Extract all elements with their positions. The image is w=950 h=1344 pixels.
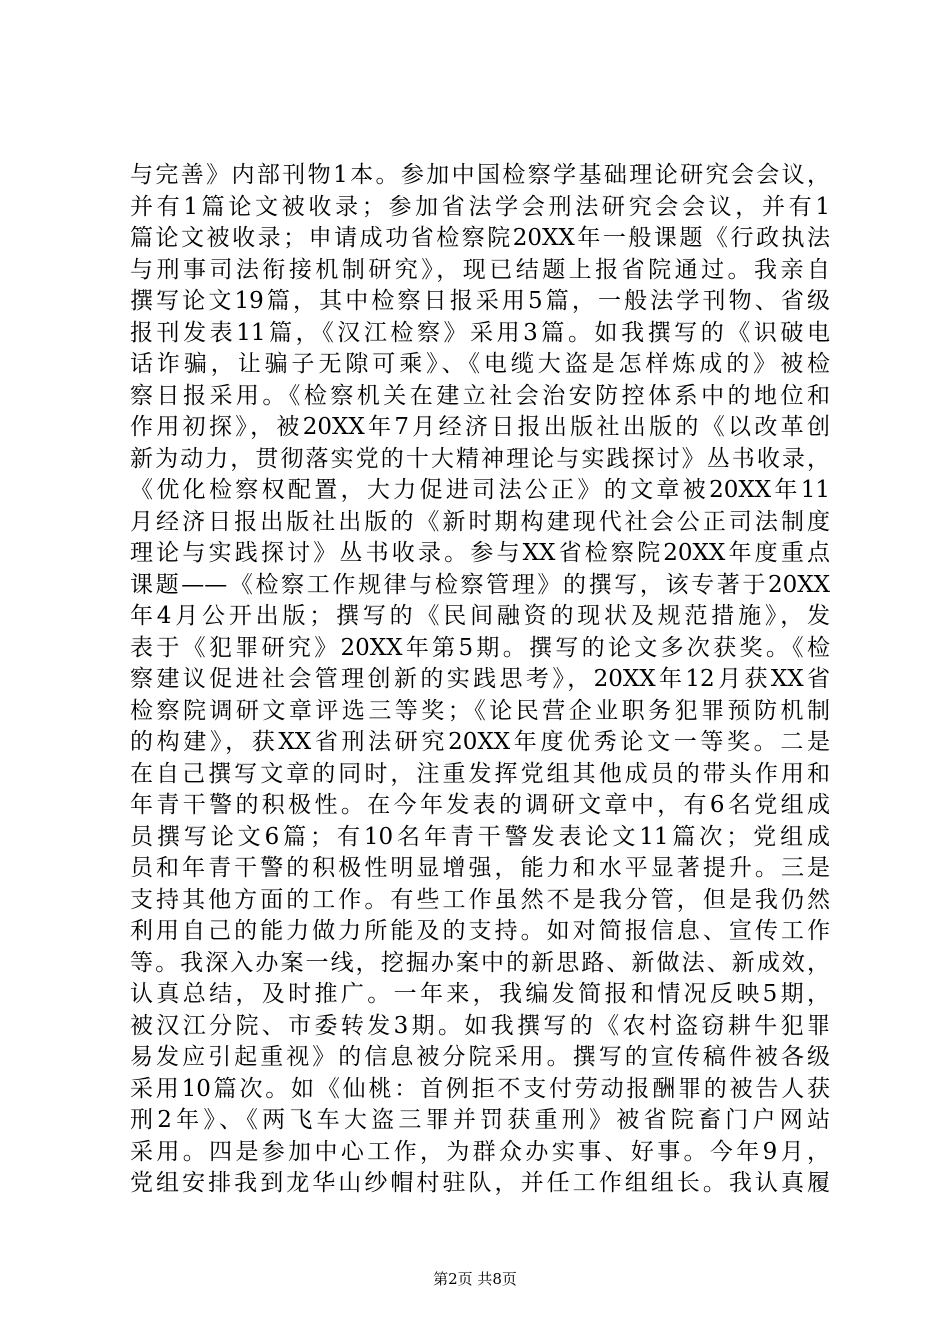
text-line: 察日报采用。《检察机关在建立社会治安防控体系中的地位和 <box>130 382 830 409</box>
text-line: 话诈骗，让骗子无隙可乘》、《电缆大盗是怎样炼成的》被检 <box>130 351 830 377</box>
text-line: 检察院调研文章评选三等奖；《论民营企业职务犯罪预防机制 <box>130 697 830 724</box>
text-line: 认真总结，及时推广。一年来，我编发简报和情况反映5期， <box>130 981 830 1007</box>
text-line: 等。我深入办案一线，挖掘办案中的新思路、新做法、新成效， <box>130 949 830 976</box>
text-line: 表于《犯罪研究》20XX年第5期。撰写的论文多次获奖。《检 <box>130 634 830 661</box>
text-line: 察建议促进社会管理创新的实践思考》，20XX年12月获XX省 <box>130 666 830 692</box>
text-line: 《优化检察权配置，大力促进司法公正》的文章被20XX年11 <box>130 477 830 503</box>
text-line: 刑2年》、《两飞车大盗三罪并罚获重刑》被省院畜门户网站 <box>130 1107 830 1133</box>
text-line: 作用初探》，被20XX年7月经济日报出版社出版的《以改革创 <box>130 414 830 440</box>
text-line: 并有1篇论文被收录；参加省法学会刑法研究会会议，并有1 <box>130 193 830 220</box>
text-line: 年4月公开出版；撰写的《民间融资的现状及规范措施》，发 <box>130 603 830 629</box>
text-line: 篇论文被收录；申请成功省检察院20XX年一般课题《行政执法 <box>130 225 830 251</box>
text-line: 新为动力，贯彻落实党的十大精神理论与实践探讨》丛书收录， <box>130 445 830 472</box>
text-line: 在自己撰写文章的同时，注重发挥党组其他成员的带头作用和 <box>130 760 830 787</box>
text-line: 利用自己的能力做力所能及的支持。如对简报信息、宣传工作 <box>130 918 830 944</box>
text-line: 党组安排我到龙华山纱帽村驻队，并任工作组组长。我认真履 <box>130 1170 830 1196</box>
text-line: 员撰写论文6篇；有10名年青干警发表论文11篇次；党组成 <box>130 823 830 850</box>
body-paragraph <box>130 160 830 1200</box>
text-line: 理论与实践探讨》丛书收录。参与XX省检察院20XX年度重点 <box>130 540 830 566</box>
text-line: 员和年青干警的积极性明显增强，能力和水平显著提升。三是 <box>130 855 830 881</box>
text-line: 报刊发表11篇，《汉江检察》采用3篇。如我撰写的《识破电 <box>130 319 830 346</box>
text-line: 采用。四是参加中心工作，为群众办实事、好事。今年9月， <box>130 1138 830 1165</box>
text-line: 易发应引起重视》的信息被分院采用。撰写的宣传稿件被各级 <box>130 1044 830 1070</box>
text-line: 与刑事司法衔接机制研究》，现已结题上报省院通过。我亲自 <box>130 256 830 283</box>
text-line: 月经济日报出版社出版的《新时期构建现代社会公正司法制度 <box>130 508 830 535</box>
text-line: 的构建》，获XX省刑法研究20XX年度优秀论文一等奖。二是 <box>130 729 830 755</box>
text-line: 采用10篇次。如《仙桃：首例拒不支付劳动报酬罪的被告人获 <box>130 1075 830 1102</box>
page-number-footer: 第2页 共8页 <box>433 1270 517 1288</box>
text-line: 课题——《检察工作规律与检察管理》的撰写，该专著于20XX <box>130 571 830 598</box>
text-line: 与完善》内部刊物1本。参加中国检察学基础理论研究会会议， <box>130 162 830 188</box>
text-line: 撰写论文19篇，其中检察日报采用5篇，一般法学刊物、省级 <box>130 288 830 314</box>
text-line: 被汉江分院、市委转发3期。如我撰写的《农村盗窃耕牛犯罪 <box>130 1012 830 1039</box>
text-line: 年青干警的积极性。在今年发表的调研文章中，有6名党组成 <box>130 792 830 818</box>
text-line: 支持其他方面的工作。有些工作虽然不是我分管，但是我仍然 <box>130 886 830 913</box>
